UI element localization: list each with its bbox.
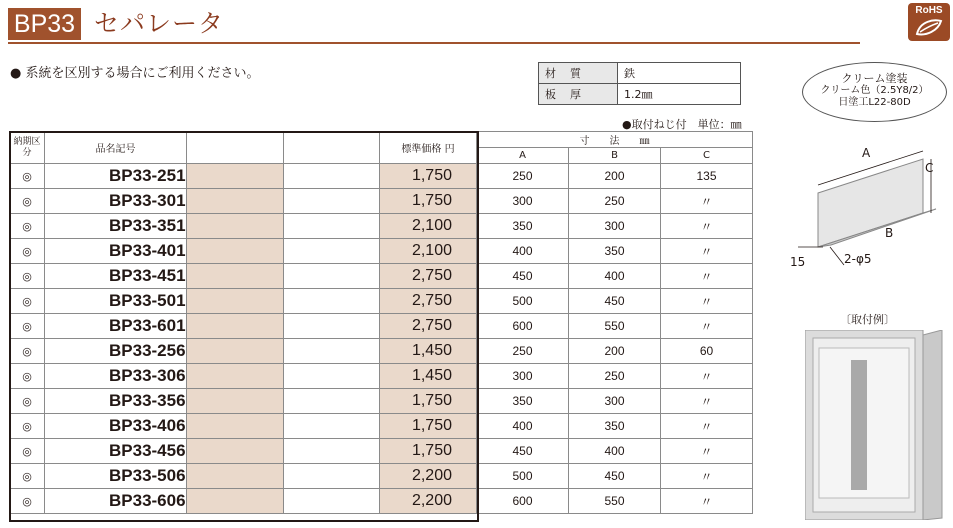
spec-value: 1.2㎜ — [618, 84, 741, 105]
blank-cell — [187, 414, 284, 439]
delivery-mark: ◎ — [10, 489, 45, 514]
blank-cell — [284, 364, 380, 389]
price: 2,100 — [380, 214, 477, 239]
table-row — [10, 414, 753, 439]
example-label: 〔取付例〕 — [840, 313, 895, 326]
table-row — [10, 289, 753, 314]
dim-b: 550 — [569, 489, 661, 514]
header-a: A — [477, 148, 569, 164]
dim-a: 400 — [477, 414, 569, 439]
finish-line3: 日塗工L22-80D — [838, 97, 911, 108]
delivery-mark: ◎ — [10, 414, 45, 439]
blank-cell — [284, 264, 380, 289]
dim-a: 350 — [477, 389, 569, 414]
dim-c: 〃 — [661, 214, 753, 239]
blank-cell — [187, 314, 284, 339]
price: 2,750 — [380, 264, 477, 289]
spec-value: 鉄 — [618, 63, 741, 84]
dim-a: 450 — [477, 439, 569, 464]
blank-cell — [284, 439, 380, 464]
finish-line1: クリーム塗装 — [841, 72, 908, 85]
product-code: BP33-251 — [45, 164, 187, 189]
material-spec-table — [538, 62, 741, 105]
blank-cell — [187, 214, 284, 239]
price: 1,750 — [380, 164, 477, 189]
dim-15-label: 15 — [790, 255, 806, 269]
product-code: BP33-356 — [45, 389, 187, 414]
product-code: BP33-351 — [45, 214, 187, 239]
product-code: BP33-501 — [45, 289, 187, 314]
dimension-diagram — [778, 135, 948, 275]
header-b: B — [569, 148, 661, 164]
price: 2,200 — [380, 464, 477, 489]
blank-cell — [284, 464, 380, 489]
delivery-mark: ◎ — [10, 239, 45, 264]
price: 2,100 — [380, 239, 477, 264]
delivery-mark: ◎ — [10, 164, 45, 189]
delivery-mark: ◎ — [10, 364, 45, 389]
dim-c: 〃 — [661, 464, 753, 489]
delivery-mark: ◎ — [10, 264, 45, 289]
dim-a: 500 — [477, 464, 569, 489]
table-row — [10, 489, 753, 514]
delivery-mark: ◎ — [10, 389, 45, 414]
product-code: BP33-306 — [45, 364, 187, 389]
blank-cell — [187, 264, 284, 289]
header-delivery: 納期区分 — [10, 132, 45, 164]
dim-c: 〃 — [661, 439, 753, 464]
delivery-mark: ◎ — [10, 439, 45, 464]
spec-row — [539, 63, 741, 84]
delivery-mark: ◎ — [10, 339, 45, 364]
blank-cell — [284, 239, 380, 264]
product-table — [9, 131, 753, 514]
dim-b: 550 — [569, 314, 661, 339]
table-row — [10, 264, 753, 289]
blank-cell — [187, 439, 284, 464]
blank-cell — [187, 164, 284, 189]
delivery-mark: ◎ — [10, 464, 45, 489]
finish-ellipse — [802, 62, 947, 122]
dim-b: 300 — [569, 389, 661, 414]
product-code: BP33-506 — [45, 464, 187, 489]
dim-b: 350 — [569, 414, 661, 439]
blank-cell — [284, 164, 380, 189]
table-row — [10, 389, 753, 414]
blank-cell — [284, 189, 380, 214]
delivery-mark: ◎ — [10, 314, 45, 339]
delivery-mark: ◎ — [10, 289, 45, 314]
spec-row — [539, 84, 741, 105]
delivery-mark: ◎ — [10, 214, 45, 239]
price: 1,450 — [380, 339, 477, 364]
spec-key: 板厚 — [539, 84, 618, 105]
dim-c: 60 — [661, 339, 753, 364]
dim-b: 450 — [569, 289, 661, 314]
leaf-icon — [914, 17, 944, 37]
dim-c: 〃 — [661, 264, 753, 289]
finish-line2: クリーム色（2.5Y8/2） — [820, 85, 929, 96]
blank-cell — [187, 489, 284, 514]
product-code: BP33-456 — [45, 439, 187, 464]
dim-a: 300 — [477, 189, 569, 214]
blank-cell — [187, 389, 284, 414]
blank-cell — [284, 489, 380, 514]
header-blank-2 — [284, 132, 380, 164]
product-code: BP33-406 — [45, 414, 187, 439]
price: 2,750 — [380, 289, 477, 314]
header-code: 品名記号 — [45, 132, 187, 164]
rohs-label: RoHS — [915, 5, 943, 16]
header-price: 標準価格 円 — [380, 132, 477, 164]
blank-cell — [284, 414, 380, 439]
table-row — [10, 364, 753, 389]
blank-cell — [284, 314, 380, 339]
dim-b: 200 — [569, 339, 661, 364]
header-dims: 寸 法 ㎜ — [477, 132, 753, 148]
table-header-row — [10, 132, 753, 148]
unit-note: ●取付ねじ付 単位：㎜ — [622, 118, 742, 131]
product-code-badge: BP33 — [8, 8, 81, 40]
table-row — [10, 339, 753, 364]
dim-c: 〃 — [661, 414, 753, 439]
dim-c: 〃 — [661, 389, 753, 414]
price: 1,750 — [380, 439, 477, 464]
dim-a: 250 — [477, 164, 569, 189]
dim-b: 300 — [569, 214, 661, 239]
dim-c: 135 — [661, 164, 753, 189]
dim-c: 〃 — [661, 239, 753, 264]
table-row — [10, 439, 753, 464]
delivery-mark: ◎ — [10, 189, 45, 214]
blank-cell — [187, 464, 284, 489]
product-code: BP33-256 — [45, 339, 187, 364]
price: 1,750 — [380, 189, 477, 214]
price: 1,750 — [380, 414, 477, 439]
blank-cell — [284, 289, 380, 314]
dim-c: 〃 — [661, 289, 753, 314]
table-row — [10, 164, 753, 189]
dim-c: 〃 — [661, 364, 753, 389]
product-code: BP33-451 — [45, 264, 187, 289]
table-row — [10, 314, 753, 339]
dim-a: 600 — [477, 314, 569, 339]
blank-cell — [187, 239, 284, 264]
dim-a: 400 — [477, 239, 569, 264]
table-row — [10, 214, 753, 239]
blank-cell — [187, 339, 284, 364]
header-blank-1 — [187, 132, 284, 164]
dim-b: 450 — [569, 464, 661, 489]
dim-a: 350 — [477, 214, 569, 239]
price: 2,200 — [380, 489, 477, 514]
usage-note: ● 系統を区別する場合にご利用ください。 — [10, 66, 260, 81]
dim-c: 〃 — [661, 189, 753, 214]
mounting-example-image — [805, 330, 945, 520]
dim-b: 200 — [569, 164, 661, 189]
product-code: BP33-301 — [45, 189, 187, 214]
spec-key: 材質 — [539, 63, 618, 84]
blank-cell — [187, 189, 284, 214]
title-underline — [8, 42, 860, 44]
table-row — [10, 239, 753, 264]
blank-cell — [284, 339, 380, 364]
dim-b: 400 — [569, 439, 661, 464]
dim-b: 400 — [569, 264, 661, 289]
blank-cell — [284, 214, 380, 239]
table-row — [10, 189, 753, 214]
product-code: BP33-401 — [45, 239, 187, 264]
dim-b: 250 — [569, 189, 661, 214]
dim-a: 250 — [477, 339, 569, 364]
product-code: BP33-601 — [45, 314, 187, 339]
price: 2,750 — [380, 314, 477, 339]
dim-b-label: B — [885, 226, 894, 240]
price: 1,750 — [380, 389, 477, 414]
dim-a: 600 — [477, 489, 569, 514]
table-row — [10, 464, 753, 489]
dim-a-label: A — [862, 146, 871, 160]
dim-c: 〃 — [661, 489, 753, 514]
dim-a: 300 — [477, 364, 569, 389]
product-code: BP33-606 — [45, 489, 187, 514]
blank-cell — [187, 289, 284, 314]
dim-a: 500 — [477, 289, 569, 314]
blank-cell — [187, 364, 284, 389]
hole-label: 2-φ5 — [844, 252, 872, 266]
dim-a: 450 — [477, 264, 569, 289]
dim-c: 〃 — [661, 314, 753, 339]
dim-b: 350 — [569, 239, 661, 264]
page-title: セパレータ — [94, 9, 225, 38]
dim-b: 250 — [569, 364, 661, 389]
blank-cell — [284, 389, 380, 414]
rohs-badge — [908, 3, 950, 41]
price: 1,450 — [380, 364, 477, 389]
dim-c-label: C — [925, 161, 934, 175]
header-c: C — [661, 148, 753, 164]
